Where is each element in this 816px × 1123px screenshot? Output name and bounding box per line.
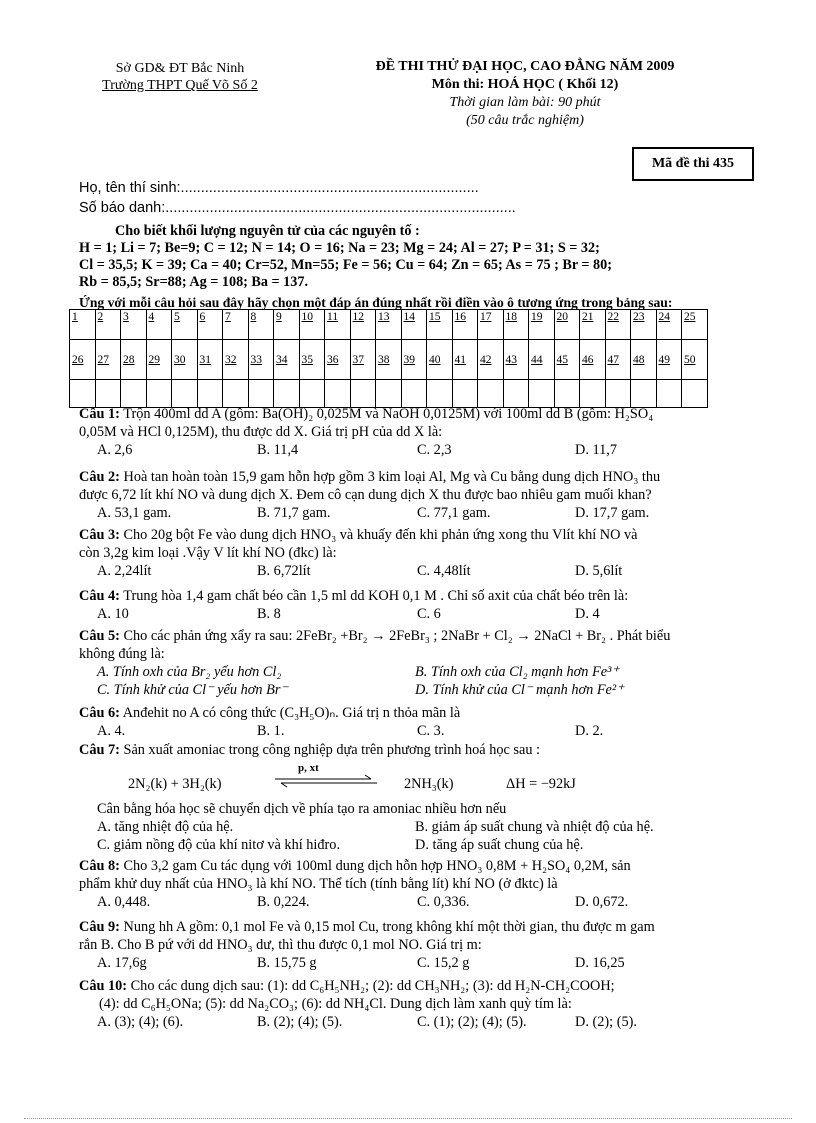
- question-label: Câu 5:: [79, 628, 120, 644]
- grid-cell-number: 23: [633, 311, 645, 323]
- grid-cell[interactable]: [452, 310, 478, 340]
- grid-cell[interactable]: [223, 310, 249, 340]
- option-d[interactable]: D. Tính khử của Cl⁻ mạnh hơn Fe²⁺: [415, 682, 624, 698]
- option-a[interactable]: A. Tính oxh của Br₂ yếu hơn Cl₂: [97, 664, 282, 680]
- question-text: phẩm khử duy nhất của HNO₃ là khí NO. Thể tích (tính bằng lít) khí NO (ở đktc) là: [79, 876, 558, 892]
- option-a[interactable]: A. 53,1 gam.: [97, 505, 172, 521]
- question-9: [79, 918, 749, 972]
- grid-answer-cell[interactable]: [427, 380, 453, 408]
- grid-answer-row: [70, 340, 708, 380]
- question-7: [79, 741, 749, 759]
- option-b[interactable]: B. 1.: [257, 723, 285, 739]
- grid-cell[interactable]: [529, 310, 555, 340]
- question-text: không đúng là:: [79, 646, 165, 662]
- option-d[interactable]: D. (2); (5).: [575, 1014, 637, 1030]
- question-text: Nung hh A gồm: 0,1 mol Fe và 0,15 mol Cu, trong không khí một thời gian, thu được m gam: [123, 919, 655, 935]
- grid-cell[interactable]: [478, 310, 504, 340]
- grid-cell-number: 10: [301, 311, 313, 323]
- grid-answer-cell[interactable]: [350, 380, 376, 408]
- grid-cell-number: 48: [633, 353, 645, 366]
- grid-cell-number: 14: [403, 311, 415, 323]
- equation-reactants: 2N₂(k) + 3H₂(k): [128, 776, 222, 792]
- grid-number-row-1: [70, 310, 708, 340]
- option-d[interactable]: D. 17,7 gam.: [575, 505, 650, 521]
- option-a[interactable]: A. 17,6g: [97, 955, 147, 971]
- grid-cell-number: 37: [352, 353, 364, 366]
- question-text: 0,05M và HCl 0,125M), thu được dd X. Giá trị pH của dd X là:: [79, 424, 443, 440]
- option-c[interactable]: C. 15,2 g: [417, 955, 470, 971]
- grid-answer-cell[interactable]: [503, 380, 529, 408]
- question-1: [79, 405, 749, 459]
- grid-cell[interactable]: [478, 340, 504, 380]
- grid-cell[interactable]: [580, 310, 606, 340]
- grid-cell[interactable]: [248, 310, 274, 340]
- question-text: còn 3,2g kim loại .Vậy V lít khí NO (đkc) là:: [79, 545, 337, 561]
- question-text: (4): dd C₆H₅ONa; (5): dd Na₂CO₃; (6): dd NH₄Cl. Dung dịch làm xanh quỳ tím là:: [99, 996, 572, 1012]
- grid-cell[interactable]: [325, 310, 351, 340]
- grid-cell[interactable]: [325, 340, 351, 380]
- option-b[interactable]: B. (2); (4); (5).: [257, 1014, 343, 1030]
- option-d[interactable]: D. 16,25: [575, 955, 625, 971]
- grid-answer-cell[interactable]: [197, 380, 223, 408]
- grid-cell-number: 49: [658, 353, 670, 366]
- reaction-equation: [128, 762, 576, 796]
- grid-cell[interactable]: [146, 340, 172, 380]
- exam-title: ĐỀ THI THỬ ĐẠI HỌC, CAO ĐẲNG NĂM 2009: [375, 59, 675, 74]
- grid-answer-cell[interactable]: [682, 380, 708, 408]
- option-b[interactable]: B. 71,7 gam.: [257, 505, 331, 521]
- grid-answer-cell[interactable]: [325, 380, 351, 408]
- grid-answer-cell[interactable]: [656, 380, 682, 408]
- question-label: Câu 9:: [79, 919, 120, 935]
- grid-cell-number: 7: [225, 311, 231, 323]
- question-6: [79, 704, 749, 740]
- grid-answer-cell[interactable]: [529, 380, 555, 408]
- masses-line-3: Rb = 85,5; Sr=88; Ag = 108; Ba = 137.: [79, 274, 308, 290]
- question-5: [79, 627, 749, 699]
- question-text: Cho các phản ứng xẩy ra sau: 2FeBr₂ +Br₂ → 2FeBr₃ ; 2NaBr + Cl₂ → 2NaCl + Br₂ . Phát biểu: [123, 628, 671, 644]
- student-name-field[interactable]: Họ, tên thí sinh:..........................................................................: [79, 180, 479, 196]
- page-bottom-divider: [24, 1118, 792, 1119]
- option-b[interactable]: B. giảm áp suất chung và nhiệt độ của hệ.: [415, 819, 654, 835]
- option-d[interactable]: D. 2.: [575, 723, 604, 739]
- school-name: Trường THPT Quế Võ Số 2: [102, 78, 258, 93]
- exam-subject: Môn thi: HOÁ HỌC ( Khối 12): [431, 77, 619, 92]
- option-a[interactable]: A. 2,24lít: [97, 563, 152, 579]
- grid-cell[interactable]: [172, 340, 198, 380]
- grid-cell[interactable]: [503, 340, 529, 380]
- grid-cell-number: 41: [454, 353, 466, 366]
- question-text: rắn B. Cho B pứ với dd HNO₃ dư, thì thu được 0,1 mol NO. Giá trị m:: [79, 937, 482, 953]
- grid-cell[interactable]: [299, 340, 325, 380]
- option-c[interactable]: C. 6: [417, 606, 441, 622]
- equation-products: 2NH₃(k): [404, 776, 454, 792]
- grid-answer-cell[interactable]: [452, 380, 478, 408]
- option-c[interactable]: C. Tính khử của Cl⁻ yếu hơn Br⁻: [97, 682, 288, 698]
- grid-cell[interactable]: [631, 310, 657, 340]
- answer-grid-title: Ứng với mỗi câu hỏi sau đây hãy chọn một đáp án đúng nhất rồi điền vào ô tương ứng trong bảng sau:: [79, 295, 673, 310]
- grid-cell-number: 31: [199, 353, 211, 366]
- grid-cell[interactable]: [197, 310, 223, 340]
- grid-cell-number: 46: [582, 353, 594, 366]
- grid-cell-number: 30: [174, 353, 186, 366]
- option-d[interactable]: D. tăng áp suất chung của hệ.: [415, 837, 584, 853]
- grid-cell[interactable]: [121, 310, 147, 340]
- question-7-body: [97, 800, 767, 818]
- question-4: [79, 587, 749, 623]
- grid-cell-number: 43: [505, 353, 517, 366]
- grid-cell[interactable]: [554, 310, 580, 340]
- grid-cell[interactable]: [631, 340, 657, 380]
- grid-cell-number: 12: [352, 311, 364, 323]
- option-b[interactable]: B. 8: [257, 606, 281, 622]
- grid-cell[interactable]: [248, 340, 274, 380]
- grid-cell-number: 28: [123, 353, 135, 366]
- question-label: Câu 2:: [79, 469, 120, 485]
- question-10: [79, 977, 749, 1031]
- question-text: Cho các dung dịch sau: (1): dd C₆H₅NH₂; (2): dd CH₃NH₂; (3): dd H₂N-CH₂COOH;: [130, 978, 615, 994]
- grid-cell[interactable]: [503, 310, 529, 340]
- grid-answer-cell[interactable]: [146, 380, 172, 408]
- option-d[interactable]: D. 0,672.: [575, 894, 629, 910]
- option-c[interactable]: C. 4,48lít: [417, 563, 471, 579]
- grid-cell[interactable]: [223, 340, 249, 380]
- question-text: Anđehit no A có công thức (C₃H₅O)ₙ. Giá trị n thỏa mãn là: [122, 705, 461, 721]
- grid-cell-number: 25: [684, 311, 696, 323]
- grid-cell-number: 8: [250, 311, 257, 323]
- grid-cell[interactable]: [682, 310, 708, 340]
- grid-cell-number: 29: [148, 353, 160, 366]
- question-text: Cho 3,2 gam Cu tác dụng với 100ml dung dịch hỗn hợp HNO₃ 0,8M + H₂SO₄ 0,2M, sản: [123, 858, 631, 874]
- option-a[interactable]: A. 2,6: [97, 442, 133, 458]
- option-b[interactable]: B. 15,75 g: [257, 955, 317, 971]
- grid-cell[interactable]: [95, 310, 121, 340]
- grid-cell[interactable]: [350, 310, 376, 340]
- question-text: Cho 20g bột Fe vào dung dịch HNO₃ và khuấy đến khi phản ứng xong thu Vlít khí NO và: [123, 527, 638, 543]
- equilibrium-arrow-icon: [271, 766, 381, 790]
- masses-line-2: Cl = 35,5; K = 39; Ca = 40; Cr=52, Mn=55; Fe = 56; Cu = 64; Zn = 65; As = 75 ; Br = 80;: [79, 257, 612, 273]
- option-d[interactable]: D. 5,6lít: [575, 563, 623, 579]
- grid-cell-number: 15: [429, 311, 441, 323]
- option-d[interactable]: D. 4: [575, 606, 600, 622]
- option-c[interactable]: C. 2,3: [417, 442, 452, 458]
- grid-cell[interactable]: [427, 310, 453, 340]
- grid-cell[interactable]: [656, 340, 682, 380]
- masses-title: Cho biết khối lượng nguyên tử của các nguyên tố :: [115, 223, 420, 239]
- grid-cell-number: 34: [276, 353, 288, 366]
- grid-answer-cell[interactable]: [274, 380, 300, 408]
- grid-cell[interactable]: [350, 340, 376, 380]
- question-text: Trộn 400ml dd A (gồm: Ba(OH)₂ 0,025M và NaOH 0,0125M) với 100ml dd B (gồm: H₂SO₄: [123, 406, 654, 422]
- grid-answer-cell[interactable]: [631, 380, 657, 408]
- grid-cell[interactable]: [401, 310, 427, 340]
- question-label: Câu 8:: [79, 858, 120, 874]
- student-id-field[interactable]: Số báo danh:.......................................................................................: [79, 200, 516, 216]
- grid-answer-cell[interactable]: [376, 380, 402, 408]
- grid-answer-cell[interactable]: [70, 380, 96, 408]
- grid-answer-cell[interactable]: [95, 380, 121, 408]
- option-b[interactable]: B. 0,224.: [257, 894, 310, 910]
- grid-cell-number: 9: [276, 311, 282, 323]
- exam-question-count: (50 câu trắc nghiệm): [466, 113, 584, 128]
- grid-cell-number: 44: [531, 353, 543, 366]
- dept-name: Sở GD& ĐT Bắc Ninh: [115, 61, 245, 76]
- grid-cell[interactable]: [376, 340, 402, 380]
- grid-cell-number: 1: [72, 311, 78, 323]
- option-c[interactable]: C. 3.: [417, 723, 445, 739]
- grid-cell-number: 39: [403, 353, 415, 366]
- option-b[interactable]: B. Tính oxh của Cl₂ mạnh hơn Fe³⁺: [415, 664, 619, 680]
- option-c[interactable]: C. 0,336.: [417, 894, 470, 910]
- grid-cell[interactable]: [197, 340, 223, 380]
- option-a[interactable]: A. 0,448.: [97, 894, 151, 910]
- grid-cell-number: 38: [378, 353, 390, 366]
- grid-cell[interactable]: [656, 310, 682, 340]
- option-a[interactable]: A. (3); (4); (6).: [97, 1014, 184, 1030]
- grid-cell[interactable]: [452, 340, 478, 380]
- question-3: [79, 526, 749, 580]
- question-8: [79, 857, 749, 911]
- grid-cell[interactable]: [580, 340, 606, 380]
- grid-cell-number: 50: [684, 353, 696, 366]
- option-d[interactable]: D. 11,7: [575, 442, 617, 458]
- grid-cell[interactable]: [70, 340, 96, 380]
- grid-cell-number: 24: [658, 311, 670, 323]
- grid-answer-row: [70, 380, 708, 408]
- exam-code-box: Mã đề thi 435: [632, 147, 754, 181]
- grid-cell[interactable]: [274, 340, 300, 380]
- grid-answer-cell[interactable]: [605, 380, 631, 408]
- grid-answer-cell[interactable]: [554, 380, 580, 408]
- option-a[interactable]: A. tăng nhiệt độ của hệ.: [97, 819, 234, 835]
- grid-answer-cell[interactable]: [401, 380, 427, 408]
- question-label: Câu 4:: [79, 588, 120, 604]
- question-text: Trung hòa 1,4 gam chất béo cần 1,5 ml dd KOH 0,1 M . Chỉ số axit của chất béo trên là:: [123, 588, 629, 604]
- question-text: Cân bằng hóa học sẽ chuyển dịch về phía tạo ra amoniac nhiều hơn nếu: [97, 801, 507, 817]
- grid-cell[interactable]: [274, 310, 300, 340]
- grid-answer-cell[interactable]: [223, 380, 249, 408]
- grid-cell[interactable]: [172, 310, 198, 340]
- grid-cell[interactable]: [376, 310, 402, 340]
- grid-cell[interactable]: [146, 310, 172, 340]
- question-text: Hoà tan hoàn toàn 15,9 gam hỗn hợp gồm 3 kim loại Al, Mg và Cu bằng dung dịch HNO₃ thu: [123, 469, 661, 485]
- question-label: Câu 10:: [79, 978, 128, 994]
- grid-cell[interactable]: [70, 310, 96, 340]
- grid-cell-number: 35: [301, 353, 313, 366]
- grid-cell-number: 45: [556, 353, 568, 366]
- grid-cell-number: 27: [97, 353, 109, 366]
- grid-cell-number: 2: [97, 311, 104, 323]
- option-b[interactable]: B. 6,72lít: [257, 563, 311, 579]
- grid-cell-number: 16: [454, 311, 466, 323]
- grid-cell[interactable]: [95, 340, 121, 380]
- option-b[interactable]: B. 11,4: [257, 442, 299, 458]
- grid-cell-number: 5: [174, 311, 180, 323]
- question-label: Câu 7:: [79, 742, 120, 758]
- grid-cell-number: 3: [123, 311, 129, 323]
- grid-answer-cell[interactable]: [580, 380, 606, 408]
- grid-cell-number: 33: [250, 353, 262, 366]
- grid-cell-number: 18: [505, 311, 517, 323]
- option-a[interactable]: A. 4.: [97, 723, 126, 739]
- option-c[interactable]: C. (1); (2); (4); (5).: [417, 1014, 527, 1030]
- grid-cell-number: 36: [327, 353, 339, 366]
- option-a[interactable]: A. 10: [97, 606, 129, 622]
- question-label: Câu 1:: [79, 406, 120, 422]
- grid-cell-number: 22: [607, 311, 619, 323]
- grid-cell-number: 26: [72, 353, 84, 366]
- grid-cell[interactable]: [682, 340, 708, 380]
- grid-cell[interactable]: [605, 340, 631, 380]
- grid-cell-number: 21: [582, 311, 594, 323]
- grid-cell-number: 20: [556, 311, 568, 323]
- grid-cell-number: 4: [148, 311, 155, 323]
- option-c[interactable]: C. 77,1 gam.: [417, 505, 491, 521]
- grid-answer-cell[interactable]: [248, 380, 274, 408]
- grid-cell-number: 19: [531, 311, 543, 323]
- atomic-masses: [79, 223, 759, 291]
- grid-cell[interactable]: [554, 340, 580, 380]
- answer-grid: [69, 309, 708, 408]
- question-label: Câu 3:: [79, 527, 120, 543]
- grid-cell-number: 17: [480, 311, 492, 323]
- question-label: Câu 6:: [79, 705, 120, 721]
- grid-cell[interactable]: [605, 310, 631, 340]
- grid-cell[interactable]: [427, 340, 453, 380]
- grid-cell-number: 6: [199, 311, 206, 323]
- grid-answer-cell[interactable]: [478, 380, 504, 408]
- question-7-options: [79, 818, 749, 854]
- grid-cell[interactable]: [401, 340, 427, 380]
- grid-cell-number: 42: [480, 353, 492, 366]
- question-2: [79, 468, 749, 522]
- grid-cell-number: 32: [225, 353, 237, 366]
- masses-line-1: H = 1; Li = 7; Be=9; C = 12; N = 14; O = 16; Na = 23; Mg = 24; Al = 27; P = 31; S = 32;: [79, 240, 600, 256]
- equation-condition: p, xt: [298, 762, 319, 774]
- header-left: [60, 60, 300, 94]
- header-right: [340, 58, 710, 130]
- grid-cell-number: 13: [378, 311, 390, 323]
- question-text: Sản xuất amoniac trong công nghiệp dựa trên phương trình hoá học sau :: [123, 742, 541, 758]
- grid-cell[interactable]: [529, 340, 555, 380]
- exam-time: Thời gian làm bài: 90 phút: [449, 95, 601, 110]
- equation-enthalpy: ΔH = −92kJ: [506, 776, 576, 792]
- grid-answer-cell[interactable]: [299, 380, 325, 408]
- grid-cell-number: 40: [429, 353, 441, 366]
- grid-cell-number: 11: [327, 311, 339, 323]
- grid-cell-number: 47: [607, 353, 619, 366]
- grid-answer-cell[interactable]: [121, 380, 147, 408]
- grid-answer-cell[interactable]: [172, 380, 198, 408]
- grid-cell[interactable]: [121, 340, 147, 380]
- question-text: được 6,72 lít khí NO và dung dịch X. Đem cô cạn dung dịch X thu được bao nhiêu gam muối khan?: [79, 487, 652, 503]
- grid-cell[interactable]: [299, 310, 325, 340]
- option-c[interactable]: C. giảm nồng độ của khí nitơ và khí hiđro.: [97, 837, 341, 853]
